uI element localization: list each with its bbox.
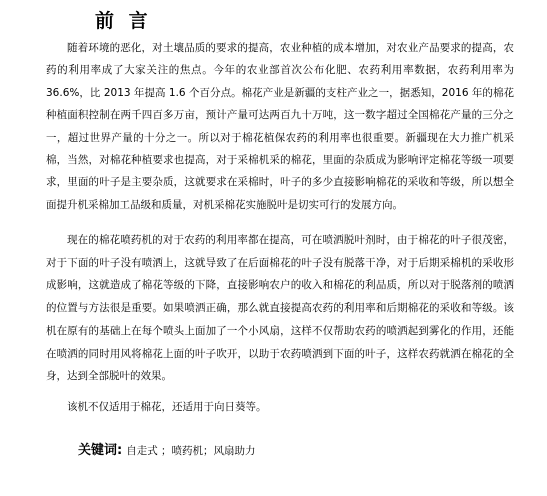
keywords-text: 自走式 ；喷药机；风扇助力 [126, 445, 256, 457]
keywords-line [78, 440, 256, 462]
paragraph-machine: 现在的棉花喷药机的对于农药的利用率都在提高，可在喷洒脱叶剂时，由于棉花的叶子很茂密，对于下面的叶子没有喷洒上，这就导致了在后面棉花的叶子没有脱落干净，对于后期采棉机的采收形成影响，这就造成了棉花等级的下降，直接影响农户的收入和棉花的利品质，所以对于脱落剂的喷洒的位置与方法很是重要。如果喷洒正确，那么就直接提高农药的利用率和后期棉花的采收和等级。该机在原有的基础上在每个喷头上面加了一个小风扇，这样不仅帮助农药的喷洒起到雾化的作用，还能在喷洒的同时用风将棉花上面的叶子吹开，以助于农药喷洒到下面的叶子，这样农药就洒在棉花的全身，达到全部脱叶的效果。 [46, 234, 514, 383]
keywords-label: 关键词: [78, 443, 123, 458]
paragraph-intro: 随着环境的恶化，对土壤品质的要求的提高，农业种植的成本增加，对农业产品要求的提高，农药的利用率成了大家关注的焦点。今年的农业部首次公布化肥、农药利用率数据，农药利用率为36.6%，比 2013 年提高 1.6 个百分点。棉花产业是新疆的支柱产业之一，据悉知，2016 年的棉花种植面积控制在两千四百多万亩，预计产量可达两百九十万吨，这一数字超过全国棉花产量的三分之一，超过世界产量的十分之一。所以对于棉花植保农药的利用率也很重要。新疆现在大力推广机采棉，当然，对棉花种植要求也提高，对于采棉机采的棉花，里面的杂质成为影响评定棉花等级一项要求，里面的叶子是主要杂质，这就要求在采棉时，叶子的多少直接影响棉花的采收和等级，所以想全面提升机采棉加工品级和质量，对机采棉花实施脱叶是切实可行的发展方向。 [46, 42, 514, 211]
paragraph-applicability: 该机不仅适用于棉花，还适用于向日葵等。 [67, 401, 267, 413]
page-title: 前 言 [95, 10, 152, 32]
